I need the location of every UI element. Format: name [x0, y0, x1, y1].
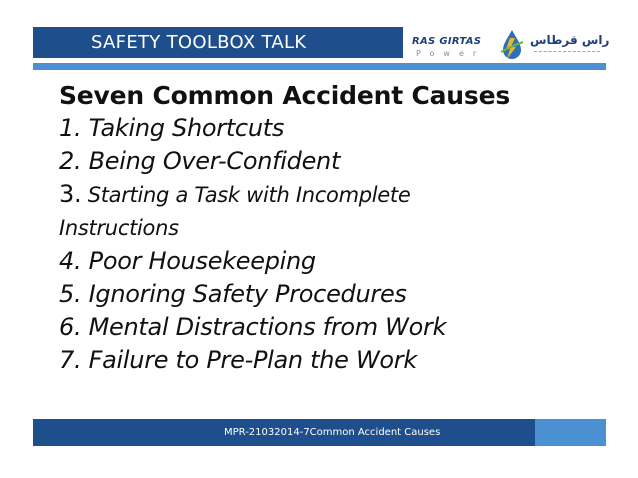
logo-name-ar: راس قرطاس [530, 33, 610, 47]
cause-item [59, 112, 599, 145]
footer-accent [535, 419, 606, 446]
cause-item [59, 278, 599, 311]
water-drop-lightning-icon [498, 28, 526, 62]
logo-name-en: RAS GIRTAS [412, 36, 482, 47]
cause-number: 7. [59, 346, 82, 374]
cause-text: Instructions [59, 216, 179, 240]
cause-text: Being Over-Confident [81, 147, 341, 175]
cause-item [59, 344, 599, 377]
cause-text: Starting a Task with Incomplete [81, 183, 411, 207]
content-title: Seven Common Accident Causes [59, 81, 511, 110]
cause-item [59, 245, 599, 278]
company-logo [412, 28, 610, 62]
cause-text: Failure to Pre-Plan the Work [81, 346, 417, 374]
cause-item-continued [59, 212, 599, 245]
content-area [59, 80, 599, 377]
cause-text: Ignoring Safety Procedures [81, 280, 407, 308]
footer-text: MPR-21032014-7Common Accident Causes [224, 427, 441, 438]
header-underline [33, 63, 606, 70]
logo-ar-underline [534, 49, 600, 52]
cause-text: Poor Housekeeping [81, 247, 316, 275]
cause-item [59, 178, 599, 212]
cause-number: 6. [59, 313, 82, 341]
cause-number: 3. [59, 180, 82, 208]
cause-text: Taking Shortcuts [81, 114, 285, 142]
cause-number: 4. [59, 247, 82, 275]
cause-number: 5. [59, 280, 82, 308]
header-title: SAFETY TOOLBOX TALK [91, 32, 307, 53]
cause-number: 1. [59, 114, 82, 142]
cause-number: 2. [59, 147, 82, 175]
header-bar [33, 27, 403, 58]
cause-text: Mental Distractions from Work [81, 313, 447, 341]
cause-item [59, 311, 599, 344]
cause-item [59, 145, 599, 178]
logo-name-en-sub: Power [416, 49, 486, 58]
